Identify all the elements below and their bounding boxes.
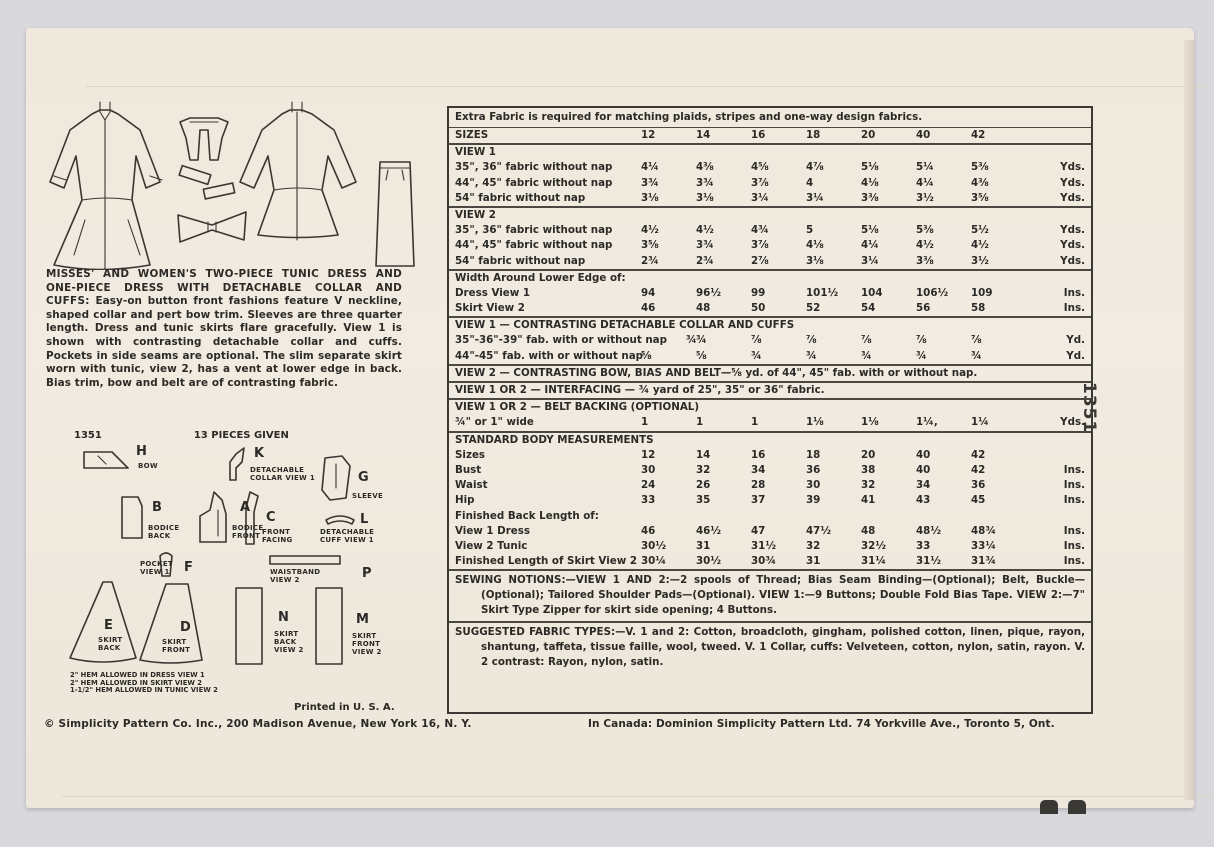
cell: 1⅛	[861, 416, 879, 429]
row-label: 44"-45" fab. with or without nap	[455, 349, 644, 362]
cell: ⅝	[641, 349, 652, 362]
piece-name: WAISTBAND VIEW 2	[270, 568, 321, 584]
cell: 37	[751, 494, 766, 507]
cell: 5	[806, 224, 814, 237]
envelope-right-edge	[1184, 40, 1194, 800]
cell: 30	[806, 479, 821, 492]
row-label: 54" fabric without nap	[455, 254, 586, 267]
yardage-row	[455, 223, 1085, 238]
bow-bias-belt-line: VIEW 2 — CONTRASTING BOW, BIAS AND BELT—⅝ yd. of 44", 45" fab. with or without nap.	[455, 366, 978, 379]
side-pattern-number: 1351	[1079, 382, 1099, 434]
tab-mark	[1040, 800, 1058, 814]
piece-name: DETACHABLE COLLAR VIEW 1	[250, 466, 315, 482]
row-label: Dress View 1	[455, 286, 531, 299]
cell: 46	[641, 302, 656, 315]
cell: 5⅛	[861, 224, 879, 237]
piece-name: SLEEVE	[352, 492, 384, 500]
row-label: 54" fabric without nap	[455, 191, 586, 204]
cell: 31¾	[971, 555, 996, 568]
cell: 32	[696, 463, 711, 476]
row-label: 35", 36" fabric without nap	[455, 161, 613, 174]
sizes-label: SIZES	[455, 129, 489, 141]
cell: 4¼	[861, 239, 879, 252]
cell: 1	[641, 416, 649, 429]
cell: ⅞	[861, 334, 872, 347]
cell: 30½	[696, 555, 721, 568]
view1-title: VIEW 1	[455, 146, 496, 159]
unit: Yds.	[1060, 416, 1085, 429]
bow-bias-belt-section	[449, 366, 1091, 383]
cell: 41	[861, 494, 876, 507]
pieces-count: 13 PIECES GIVEN	[193, 430, 289, 441]
row-label: Skirt View 2	[455, 302, 525, 315]
hem-allowance-notes	[70, 672, 218, 695]
yardage-row	[455, 160, 1085, 175]
measure-row	[455, 301, 1085, 316]
cell: 106½	[916, 286, 949, 299]
section-title	[455, 433, 1085, 448]
unit: Yds.	[1060, 176, 1085, 189]
cell: 3⅞	[751, 239, 769, 252]
cell: ¾	[861, 349, 872, 362]
cell: 33	[916, 539, 931, 552]
cell: 32	[861, 479, 876, 492]
cell: 50	[751, 302, 766, 315]
cell: 3¼	[861, 254, 879, 267]
cell: 1	[696, 416, 704, 429]
envelope-flap-line	[86, 86, 1206, 87]
cell: 101½	[806, 286, 839, 299]
hem-note: 2" HEM ALLOWED IN DRESS VIEW 1	[70, 671, 205, 679]
cell: ⅞	[806, 334, 817, 347]
piece-name: SKIRT BACK VIEW 2	[274, 630, 304, 654]
sizes-header	[449, 128, 1091, 145]
cell: ¾	[916, 349, 927, 362]
cell: 3⅞	[751, 176, 769, 189]
cell: 99	[751, 286, 766, 299]
yardage-row	[455, 176, 1085, 191]
tab-mark	[1068, 800, 1086, 814]
yardage-row	[455, 333, 1085, 348]
measure-row	[455, 524, 1085, 539]
cell: 3⅜	[916, 254, 934, 267]
cell: 30	[641, 463, 656, 476]
body-measurements-title: STANDARD BODY MEASUREMENTS	[455, 433, 654, 446]
cell: 31½	[916, 555, 941, 568]
cell: 3¾	[696, 239, 714, 252]
cell: 1⅛	[806, 416, 824, 429]
row-label: Waist	[455, 479, 488, 492]
cell: 3½	[971, 254, 989, 267]
lower-edge-title: Width Around Lower Edge of:	[455, 271, 626, 284]
row-label: 35", 36" fabric without nap	[455, 224, 613, 237]
cell: 3½	[916, 191, 934, 204]
size-col: 18	[806, 129, 821, 141]
row-label: 35"-36"-39" fab. with or without nap	[455, 334, 667, 347]
piece-name: FRONT FACING	[262, 528, 293, 544]
piece-name-pocket: POCKET VIEW 1	[140, 560, 173, 576]
cell: ⅞	[751, 334, 762, 347]
printed-in-usa: Printed in U. S. A.	[294, 702, 395, 713]
cell: 4¼	[641, 161, 659, 174]
unit: Yd.	[1066, 334, 1085, 347]
bow-illustration	[178, 212, 246, 242]
measure-row	[455, 448, 1085, 463]
cell: 26	[696, 479, 711, 492]
size-col: 42	[971, 129, 986, 141]
measure-row	[455, 493, 1085, 508]
unit: Yds.	[1060, 239, 1085, 252]
canada-address: In Canada: Dominion Simplicity Pattern Ltd. 74 Yorkville Ave., Toronto 5, Ont.	[588, 718, 1055, 730]
row-label: Sizes	[455, 448, 486, 461]
size-col: 40	[916, 129, 931, 141]
cell: 30¾	[751, 555, 776, 568]
yardage-row	[455, 238, 1085, 253]
cell: 43	[916, 494, 931, 507]
piece-letter: K	[254, 446, 265, 461]
row-label: Bust	[455, 463, 482, 476]
cell: 4¼	[916, 176, 934, 189]
cell: 3⅛	[696, 191, 714, 204]
cell: ⅝	[696, 349, 707, 362]
cell: 56	[916, 302, 931, 315]
cell: 34	[916, 479, 931, 492]
row-label: ¾" or 1" wide	[455, 416, 534, 429]
cell: 16	[751, 448, 766, 461]
cell: 3¼	[751, 191, 769, 204]
cell: 14	[696, 448, 711, 461]
cell: 18	[806, 448, 821, 461]
section-title	[455, 208, 1085, 223]
cell: 4½	[641, 224, 659, 237]
cell: 104	[861, 286, 883, 299]
cell: 36	[971, 479, 986, 492]
unit: Ins.	[1063, 524, 1085, 537]
section-title	[455, 318, 1085, 333]
section-title	[455, 145, 1085, 160]
cell: 4¾	[751, 224, 769, 237]
belt-backing-title: VIEW 1 OR 2 — BELT BACKING (OPTIONAL)	[455, 401, 700, 414]
cell: 24	[641, 479, 656, 492]
lower-edge-section	[449, 271, 1091, 319]
cell: 5¼	[916, 161, 934, 174]
yardage-row	[455, 254, 1085, 269]
piece-letter: P	[362, 566, 372, 581]
piece-letter: D	[180, 620, 191, 635]
cell: 48	[861, 524, 876, 537]
cell: 31	[806, 555, 821, 568]
cell: 39	[806, 494, 821, 507]
dress-view1-illustration	[50, 102, 162, 270]
body-measurements-section	[449, 433, 1091, 572]
cell: 3⅛	[806, 254, 824, 267]
cell: 35	[696, 494, 711, 507]
cell: 12	[641, 448, 656, 461]
cell: 34	[751, 463, 766, 476]
cell: 3⅝	[971, 191, 989, 204]
cell: 1¼,	[916, 416, 938, 429]
cell: 47	[751, 524, 766, 537]
cell: 4⅛	[861, 176, 879, 189]
piece-letter: H	[136, 444, 147, 459]
piece-name: SKIRT FRONT VIEW 2	[352, 632, 382, 656]
pattern-description	[46, 268, 402, 390]
collar-cuffs-title: VIEW 1 — CONTRASTING DETACHABLE COLLAR AND CUFFS	[455, 319, 795, 332]
envelope-fold-line	[62, 796, 1212, 797]
cell: 5⅜	[916, 224, 934, 237]
extra-fabric-note: Extra Fabric is required for matching plaids, stripes and one-way design fabrics.	[455, 111, 923, 123]
cell: ⅞	[916, 334, 927, 347]
interfacing-line: VIEW 1 OR 2 — INTERFACING — ¾ yard of 25", 35" or 36" fabric.	[455, 384, 825, 396]
row-label: Finished Length of Skirt View 2	[455, 555, 637, 568]
envelope-tab-marks	[1040, 800, 1086, 814]
section-title	[455, 271, 1085, 286]
cell: ¾	[686, 334, 697, 347]
cell: 4	[806, 176, 814, 189]
row-label: 44", 45" fabric without nap	[455, 239, 613, 252]
cell: 4½	[916, 239, 934, 252]
piece-letter: B	[152, 500, 162, 515]
cell: 40	[916, 463, 931, 476]
piece-letter: A	[240, 500, 251, 515]
detachable-cuffs-illustration	[179, 166, 235, 199]
skirt-view2-illustration	[376, 162, 414, 266]
section-title	[455, 400, 1085, 415]
piece-name: BOW	[138, 462, 158, 470]
cell: 5⅜	[971, 161, 989, 174]
cell: 52	[806, 302, 821, 315]
size-col: 12	[641, 129, 656, 141]
cell: ¾	[971, 349, 982, 362]
cell: 40	[916, 448, 931, 461]
cell: 4⅜	[696, 161, 714, 174]
cell: 3¾	[641, 176, 659, 189]
cell: 3⅝	[641, 239, 659, 252]
unit: Ins.	[1063, 302, 1085, 315]
row-label: View 2 Tunic	[455, 539, 528, 552]
piece-name: SKIRT FRONT	[162, 638, 191, 654]
cell: 20	[861, 448, 876, 461]
yardage-row	[455, 349, 1085, 364]
cell: 48	[696, 302, 711, 315]
view1-section	[449, 145, 1091, 208]
unit	[1026, 448, 1085, 463]
cell: ¾	[806, 349, 817, 362]
piece-letter: N	[278, 610, 289, 625]
cell: 54	[861, 302, 876, 315]
pieces-pattern-number: 1351	[74, 430, 102, 441]
measure-row	[455, 509, 1085, 524]
measure-row	[455, 286, 1085, 301]
row-label: Finished Back Length of:	[455, 509, 599, 522]
cell: 3¼	[806, 191, 824, 204]
detachable-collar-illustration	[180, 118, 228, 160]
cell: 48½	[916, 524, 941, 537]
yardage-row	[455, 415, 1085, 430]
piece-name: DETACHABLE CUFF VIEW 1	[320, 528, 375, 544]
cell: 3¾	[696, 176, 714, 189]
view2-section	[449, 208, 1091, 271]
description-body: Easy-on button front fashions feature V neckline, shaped collar and pert bow trim. Sleeves are three quarter length. Dress and tunic skirts flare gracefully. View 1 is shown with contrasting detachable collar and cuffs. Pockets in side seams are optional. The slim separate skirt worn with tunic, view 2, has a vent at lower edge in back. Bias trim, bow and belt are of contrasting fabric.	[46, 295, 403, 389]
piece-letter: F	[184, 560, 193, 575]
cell: 33¼	[971, 539, 996, 552]
cell: 4⅛	[806, 239, 824, 252]
cell: 5½	[971, 224, 989, 237]
hem-note: 1-1/2" HEM ALLOWED IN TUNIC VIEW 2	[70, 686, 218, 694]
piece-name: BODICE BACK	[148, 524, 180, 540]
cell: 109	[971, 286, 993, 299]
measure-row	[455, 554, 1085, 569]
size-col: 20	[861, 129, 876, 141]
size-col: 16	[751, 129, 766, 141]
cell: 42	[971, 448, 986, 461]
fabric-types-text: SUGGESTED FABRIC TYPES:—V. 1 and 2: Cotton, broadcloth, gingham, polished cotton, linen, pique, rayon, shantung, taffeta, tissue faille, wool, tweed. V. 1 Collar, cuffs: Velveteen, cotton, nylon, satin, rayon. V. 2 contrast: Rayon, nylon, satin.	[455, 626, 1085, 669]
cell: 5⅛	[861, 161, 879, 174]
piece-letter: E	[104, 618, 113, 633]
unit: Ins.	[1063, 479, 1085, 492]
garment-illustrations	[40, 90, 420, 270]
cell: 4⅝	[751, 161, 769, 174]
cell: 48¾	[971, 524, 996, 537]
cell: 47½	[806, 524, 831, 537]
cell: ¾	[751, 349, 762, 362]
hem-note: 2" HEM ALLOWED IN SKIRT VIEW 2	[70, 678, 202, 687]
cell: 32	[806, 539, 821, 552]
cell: 58	[971, 302, 986, 315]
row-label: 44", 45" fabric without nap	[455, 176, 613, 189]
piece-letter: L	[360, 512, 369, 527]
cell: 31	[696, 539, 711, 552]
description-heading: MISSES' AND WOMEN'S TWO-PIECE TUNIC DRESS AND ONE-PIECE DRESS WITH DETACHABLE COLLAR AND CUFFS:	[46, 268, 402, 308]
piece-letter: G	[358, 470, 369, 485]
piece-name: SKIRT BACK	[98, 636, 123, 652]
copyright-line: © Simplicity Pattern Co. Inc., 200 Madison Avenue, New York 16, N. Y.	[44, 718, 472, 730]
cell: 94	[641, 286, 656, 299]
cell: 2⅞	[751, 254, 769, 267]
unit: Yds.	[1060, 254, 1085, 267]
unit: Yds.	[1060, 224, 1085, 237]
cell: 36	[806, 463, 821, 476]
measure-row	[455, 463, 1085, 478]
cell: ¾	[696, 334, 707, 347]
cell: 38	[861, 463, 876, 476]
cell: 30¼	[641, 555, 666, 568]
cell: 2¾	[641, 254, 659, 267]
cell: 4½	[971, 239, 989, 252]
cell: ⅞	[971, 334, 982, 347]
unit: Ins.	[1063, 539, 1085, 552]
collar-cuffs-section	[449, 318, 1091, 366]
sewing-notions-text: SEWING NOTIONS:—VIEW 1 AND 2:—2 spools of Thread; Bias Seam Binding—(Optional); Belt, Buckle—(Optional); Tailored Shoulder Pads—(Optional). VIEW 1:—9 Buttons; Double Fold Bias Tape. VIEW 2:—7" Skirt Type Zipper for skirt side opening; 4 Buttons.	[455, 574, 1085, 617]
unit: Ins.	[1063, 555, 1085, 568]
belt-backing-section	[449, 400, 1091, 432]
cell: 30½	[641, 539, 666, 552]
cell: 3⅛	[641, 191, 659, 204]
row-label: View 1 Dress	[455, 524, 531, 537]
measure-row	[455, 478, 1085, 493]
cell: 4⅜	[971, 176, 989, 189]
cell: 46½	[696, 524, 721, 537]
cell: 31¼	[861, 555, 886, 568]
cell: 1	[751, 416, 759, 429]
cell: 28	[751, 479, 766, 492]
cell: 31½	[751, 539, 776, 552]
unit: Ins.	[1063, 494, 1085, 507]
fabric-types-section	[449, 623, 1091, 673]
view2-title: VIEW 2	[455, 208, 496, 221]
cell: 1¼	[971, 416, 989, 429]
sewing-notions-section	[449, 571, 1091, 623]
tunic-view2-illustration	[240, 102, 356, 240]
cell: 2¾	[696, 254, 714, 267]
piece-letter: C	[266, 510, 276, 525]
unit: Yds.	[1060, 191, 1085, 204]
pattern-pieces-diagram	[40, 440, 420, 710]
piece-name: BODICE FRONT	[232, 524, 264, 540]
cell: 45	[971, 494, 986, 507]
unit: Yds.	[1060, 161, 1085, 174]
yardage-row	[455, 191, 1085, 206]
cell: 33	[641, 494, 656, 507]
cell: 42	[971, 463, 986, 476]
unit: Ins.	[1063, 286, 1085, 299]
size-col: 14	[696, 129, 711, 141]
cell: 4⅞	[806, 161, 824, 174]
interfacing-section	[449, 383, 1091, 400]
yardage-chart	[447, 106, 1093, 714]
measure-row	[455, 539, 1085, 554]
row-label: Hip	[455, 494, 475, 507]
cell: 96½	[696, 286, 721, 299]
cell: 4½	[696, 224, 714, 237]
cell: 32½	[861, 539, 886, 552]
sizes-row	[455, 128, 1085, 143]
unit: Ins.	[1063, 463, 1085, 476]
cell: 3⅜	[861, 191, 879, 204]
unit: Yd.	[1066, 349, 1085, 362]
piece-letter: M	[356, 612, 369, 627]
cell: 46	[641, 524, 656, 537]
extra-fabric-section	[449, 108, 1091, 128]
